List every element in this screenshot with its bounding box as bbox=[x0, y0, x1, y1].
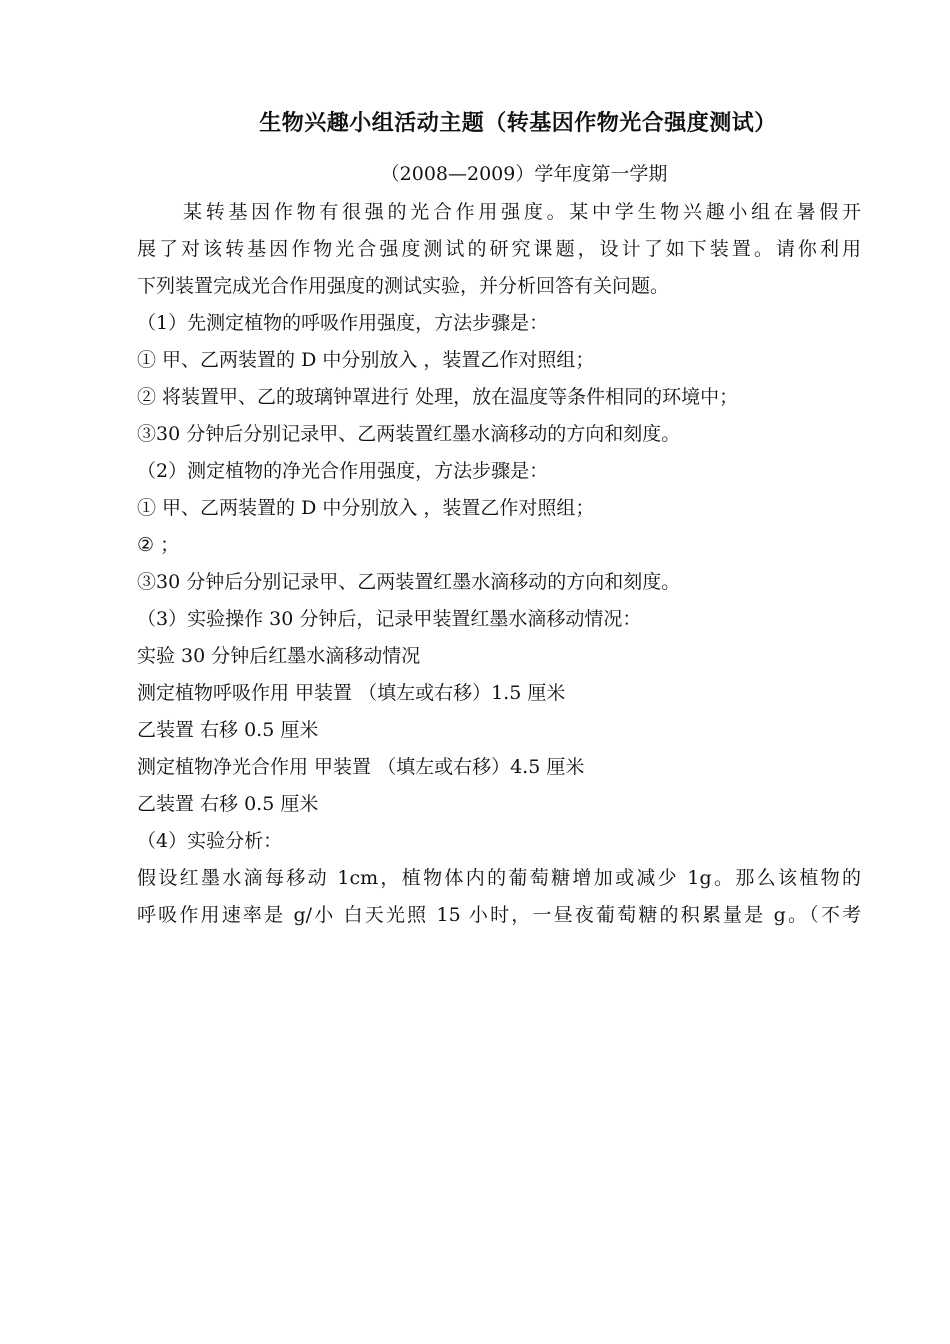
section-1-step-2: ② 将装置甲、乙的玻璃钟罩进行 处理，放在温度等条件相同的环境中； bbox=[137, 386, 739, 408]
intro-line-2: 展了对该转基因作物光合强度测试的研究课题，设计了如下装置。请你利用 bbox=[137, 238, 861, 260]
results-photosynthesis-apparatus-b: 乙装置 右移 0.5 厘米 bbox=[137, 793, 319, 815]
document-body bbox=[137, 194, 861, 934]
analysis-line-2: 呼吸作用速率是 g/小 白天光照 15 小时，一昼夜葡萄糖的积累量是 g。（不考 bbox=[137, 904, 861, 926]
results-photosynthesis-apparatus-a: 测定植物净光合作用 甲装置 （填左或右移）4.5 厘米 bbox=[137, 756, 585, 778]
section-2-step-2: ② ； bbox=[137, 534, 180, 556]
section-3-heading: （3）实验操作 30 分钟后，记录甲装置红墨水滴移动情况： bbox=[137, 608, 642, 630]
section-2-step-1: ① 甲、乙两装置的 D 中分别放入 ，装置乙作对照组； bbox=[137, 497, 595, 519]
section-1-step-3: ③30 分钟后分别记录甲、乙两装置红墨水滴移动的方向和刻度。 bbox=[137, 423, 681, 445]
results-respiration-apparatus-a: 测定植物呼吸作用 甲装置 （填左或右移）1.5 厘米 bbox=[137, 682, 566, 704]
section-4-heading: （4）实验分析： bbox=[137, 830, 283, 852]
section-2-heading: （2）测定植物的净光合作用强度，方法步骤是： bbox=[137, 460, 549, 482]
document-title: 生物兴趣小组活动主题（转基因作物光合强度测试） bbox=[259, 111, 777, 136]
document-subtitle: （2008—2009）学年度第一学期 bbox=[380, 163, 668, 185]
results-caption: 实验 30 分钟后红墨水滴移动情况 bbox=[137, 645, 421, 667]
analysis-line-1: 假设红墨水滴每移动 1cm，植物体内的葡萄糖增加或减少 1g。那么该植物的 bbox=[137, 867, 861, 889]
results-respiration-apparatus-b: 乙装置 右移 0.5 厘米 bbox=[137, 719, 319, 741]
section-2-step-3: ③30 分钟后分别记录甲、乙两装置红墨水滴移动的方向和刻度。 bbox=[137, 571, 681, 593]
section-1-heading: （1）先测定植物的呼吸作用强度，方法步骤是： bbox=[137, 312, 549, 334]
intro-line-3: 下列装置完成光合作用强度的测试实验，并分析回答有关问题。 bbox=[137, 275, 670, 297]
intro-line-1: 某转基因作物有很强的光合作用强度。某中学生物兴趣小组在暑假开 bbox=[183, 201, 861, 223]
section-1-step-1: ① 甲、乙两装置的 D 中分别放入 ，装置乙作对照组； bbox=[137, 349, 595, 371]
